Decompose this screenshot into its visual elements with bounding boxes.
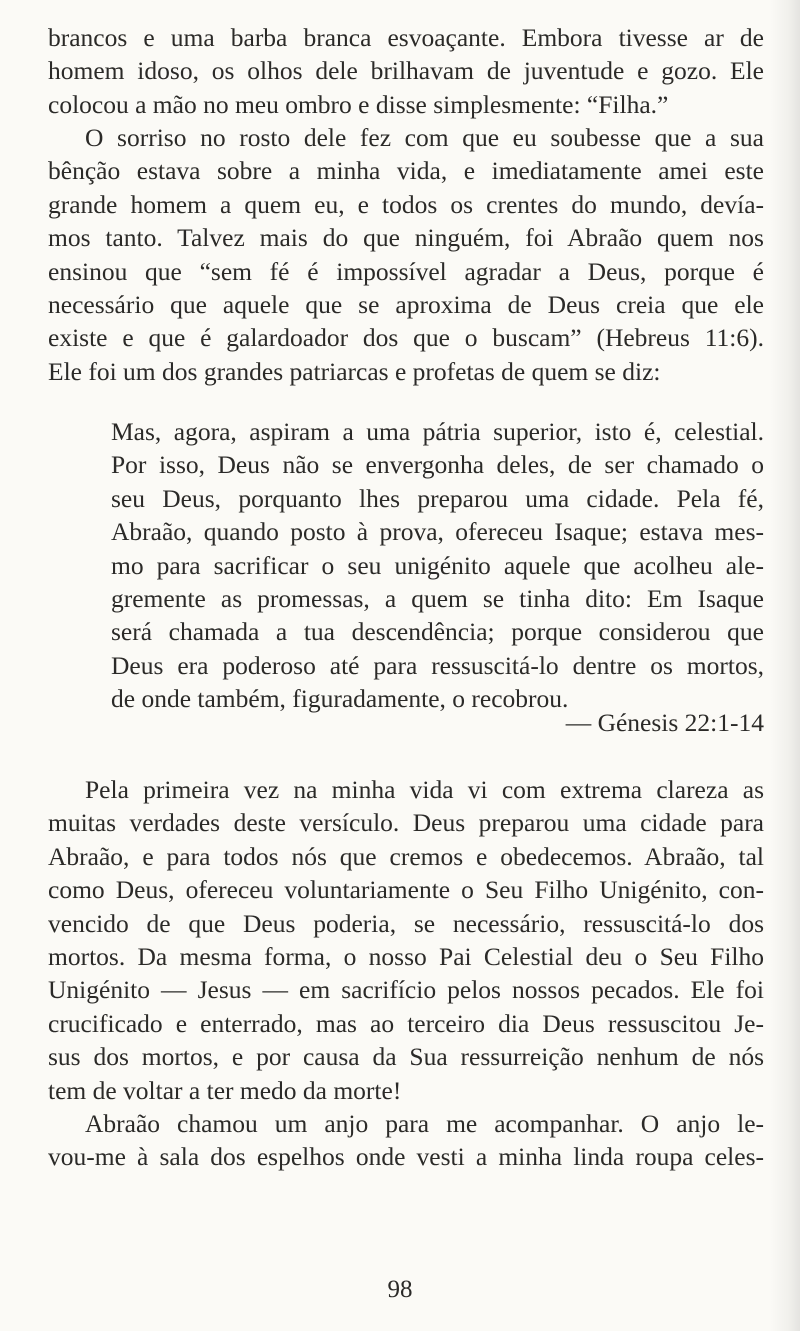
text-line: Pela primeira vez na minha vida vi com extrema clareza as <box>85 775 764 804</box>
page-number: 98 <box>387 1276 413 1303</box>
paragraph-3 <box>48 773 764 1107</box>
text-line: vencido de que Deus poderia, se necessário, ressuscitá-lo dos <box>48 908 764 938</box>
quote-line: Deus era poderoso até para ressuscitá-lo dentre os mortos, <box>111 650 764 680</box>
text-line: vou-me à sala dos espelhos onde vesti a minha linda roupa celes- <box>48 1142 764 1172</box>
quote-line: gremente as promessas, a quem se tinha dito: Em Isaque <box>111 583 764 613</box>
text-line: Ele foi um dos grandes patriarcas e profetas de quem se diz: <box>48 356 661 386</box>
text-line: como Deus, ofereceu voluntariamente o Seu Filho Unigénito, con- <box>48 875 764 905</box>
text-line: ensinou que “sem fé é impossível agradar a Deus, porque é <box>48 256 764 286</box>
text-line: crucificado e enterrado, mas ao terceiro dia Deus ressuscitou Je- <box>48 1008 764 1038</box>
quote-line: Por isso, Deus não se envergonha deles, de ser chamado o <box>111 450 764 480</box>
quote-line: Abraão, quando posto à prova, ofereceu Isaque; estava mes- <box>111 517 764 547</box>
quote-line: Mas, agora, aspiram a uma pátria superior, isto é, celestial. <box>111 417 764 446</box>
text-line: mortos. Da mesma forma, o nosso Pai Celestial deu o Seu Filho <box>48 941 764 971</box>
text-line: mos tanto. Talvez mais do que ninguém, foi Abraão quem nos <box>48 223 764 253</box>
text-line: sus dos mortos, e por causa da Sua ressurreição nenhum de nós <box>48 1042 764 1072</box>
text-line: colocou a mão no meu ombro e disse simplesmente: “Filha.” <box>48 89 669 119</box>
text-line: O sorriso no rosto dele fez com que eu soubesse que a sua <box>85 123 764 152</box>
paragraph-4 <box>48 1107 764 1174</box>
quote-line: mo para sacrificar o seu unigénito aquele que acolheu ale- <box>111 550 764 580</box>
text-line: Abraão, e para todos nós que cremos e obedecemos. Abraão, tal <box>48 841 764 871</box>
quote-line: seu Deus, porquanto lhes preparou uma cidade. Pela fé, <box>111 483 764 513</box>
text-line: existe e que é galardoador dos que o buscam” (Hebreus 11:6). <box>48 323 764 353</box>
quote-line: de onde também, figuradamente, o recobrou. <box>111 684 569 714</box>
paragraph-2 <box>48 121 764 388</box>
text-line: necessário que aquele que se aproxima de Deus creia que ele <box>48 289 764 319</box>
block-quote <box>111 415 764 716</box>
page-edge-shadow <box>770 0 800 1331</box>
text-line: brancos e uma barba branca esvoaçante. Embora tivesse ar de <box>48 23 764 52</box>
text-line: grande homem a quem eu, e todos os crentes do mundo, devía- <box>48 189 764 219</box>
text-line: Unigénito — Jesus — em sacrifício pelos nossos pecados. Ele foi <box>48 975 764 1005</box>
text-line: muitas verdades deste versículo. Deus preparou uma cidade para <box>48 808 764 838</box>
paragraph-1 <box>48 21 764 121</box>
text-line: bênção estava sobre a minha vida, e imediatamente amei este <box>48 156 764 186</box>
text-line: Abraão chamou um anjo para me acompanhar. O anjo le- <box>85 1109 764 1138</box>
text-line: homem idoso, os olhos dele brilhavam de juventude e gozo. Ele <box>48 56 764 86</box>
quote-citation: — Génesis 22:1-14 <box>565 708 764 737</box>
quote-line: será chamada a tua descendência; porque considerou que <box>111 617 764 647</box>
text-line: tem de voltar a ter medo da morte! <box>48 1075 402 1105</box>
